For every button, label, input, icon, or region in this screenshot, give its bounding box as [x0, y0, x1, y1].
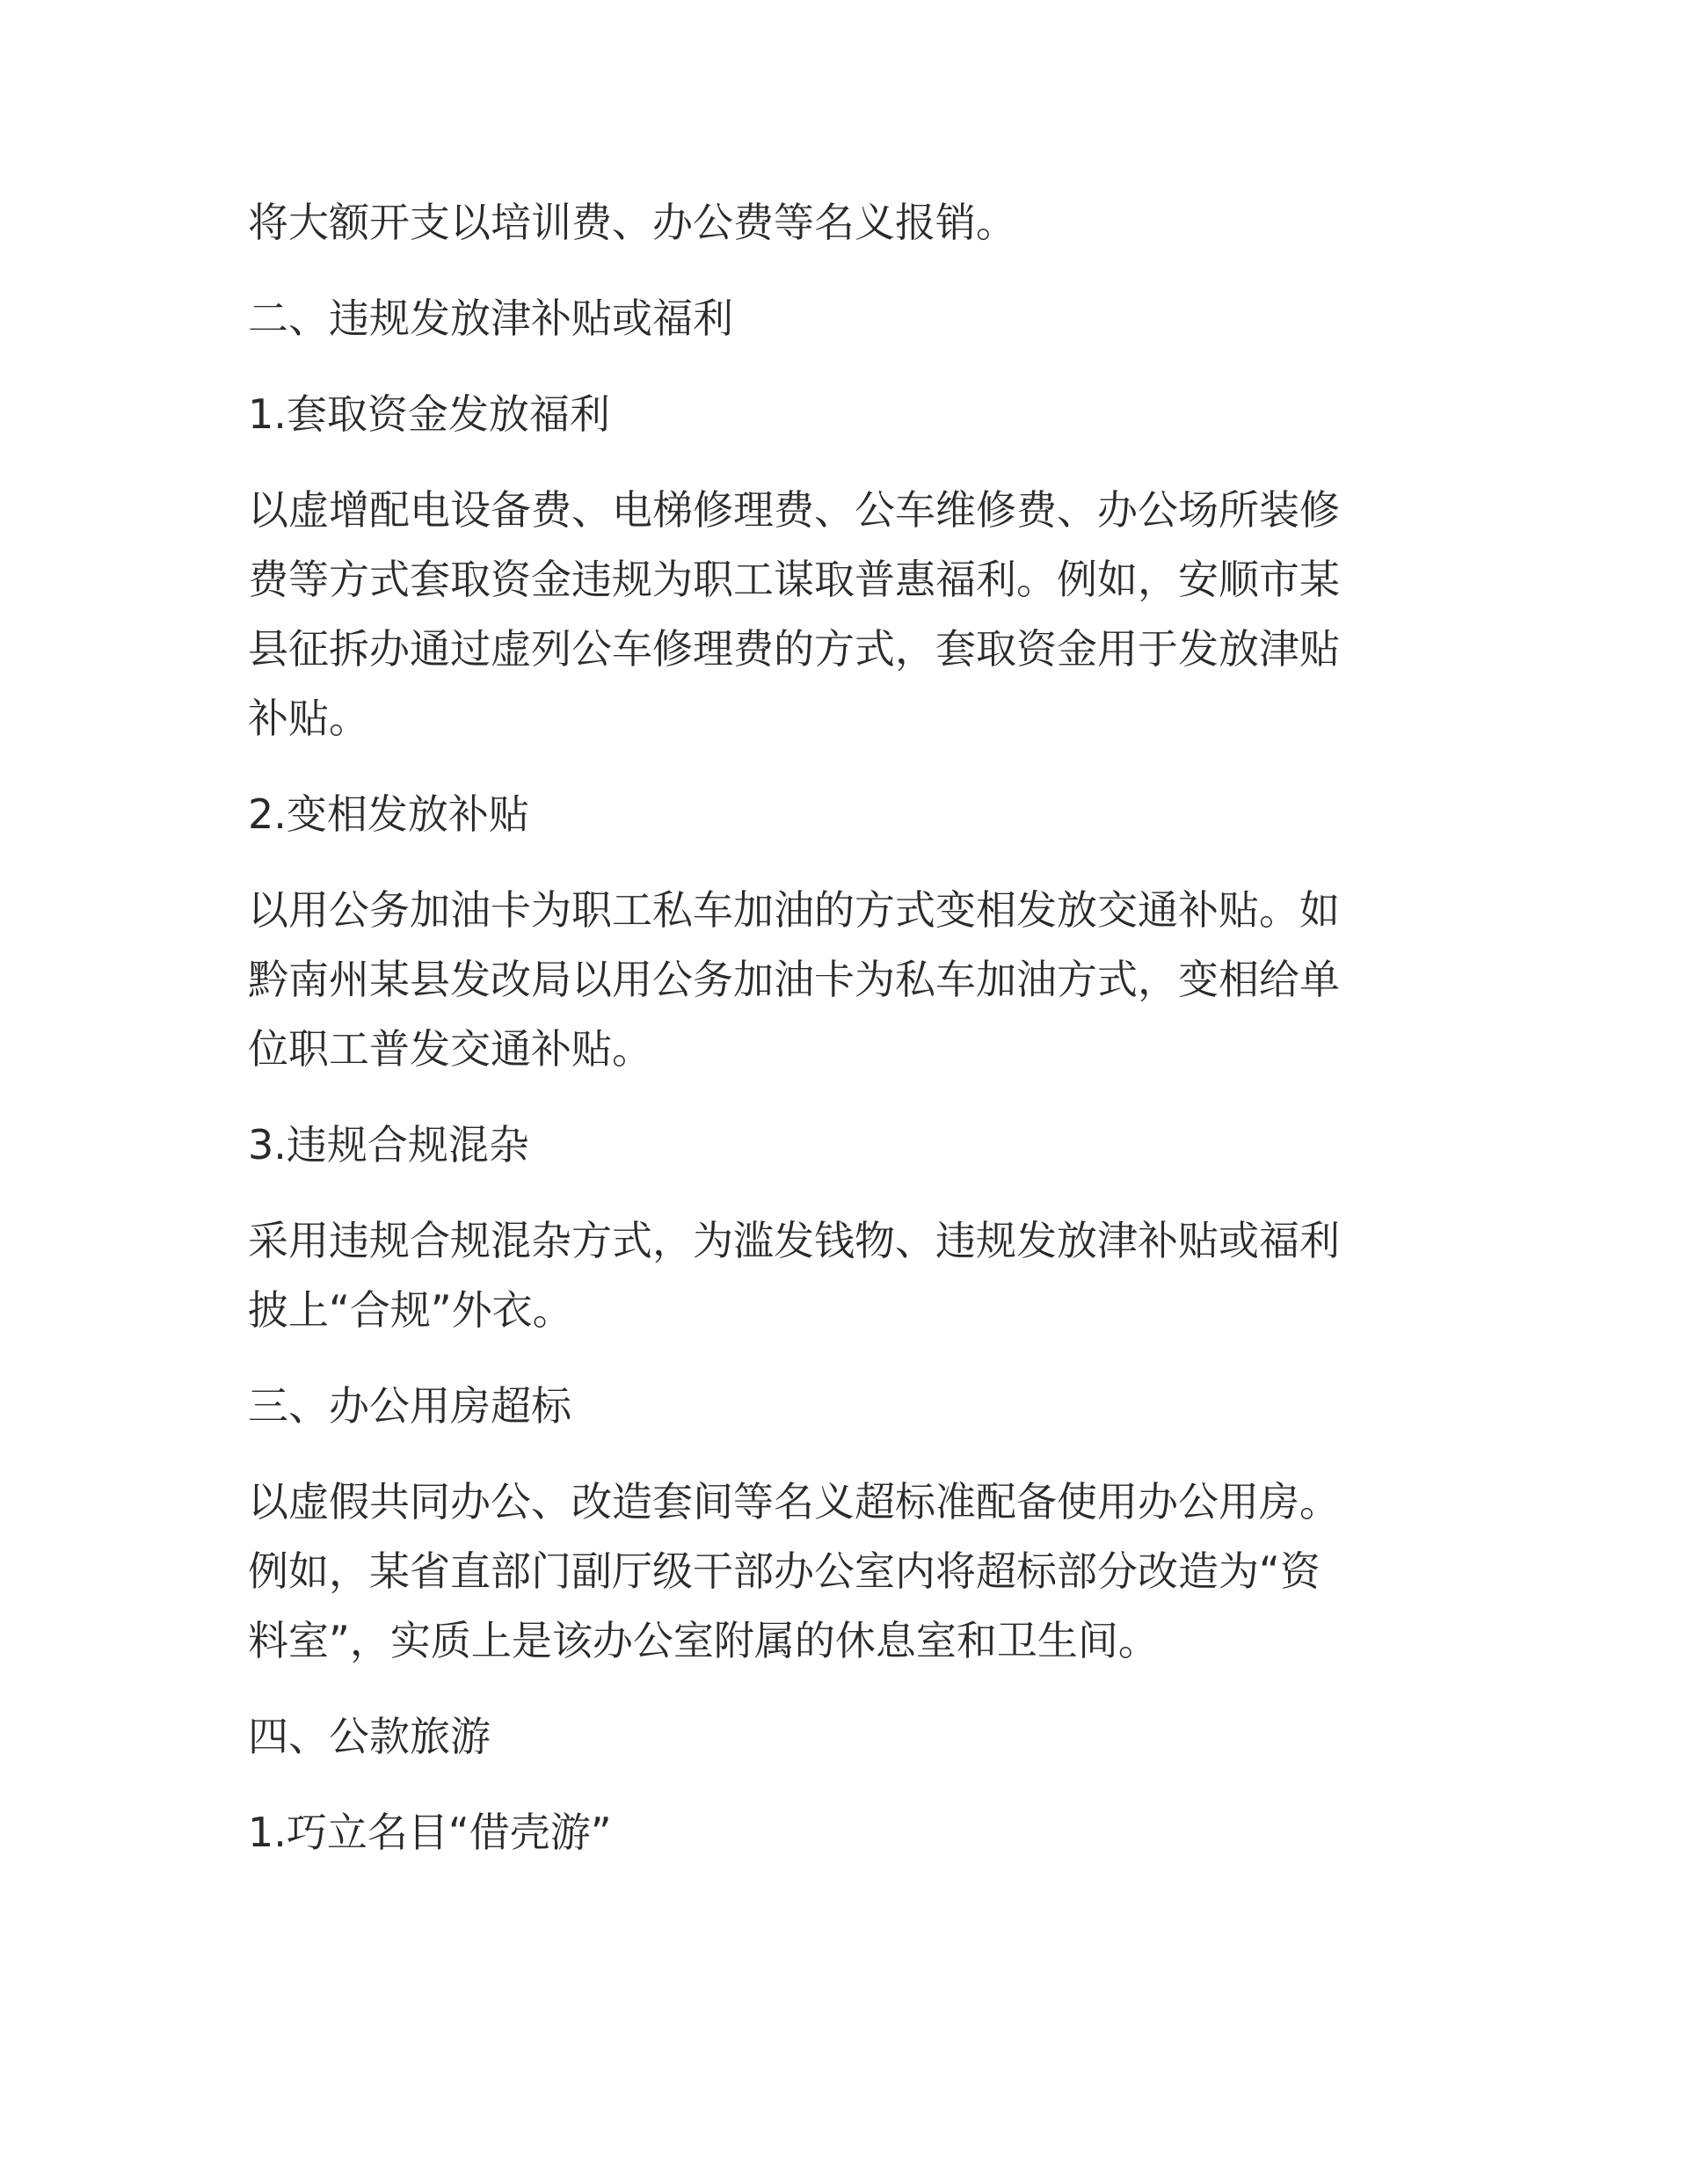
text-line: 费等方式套取资金违规为职工谋取普惠福利。例如，安顺市某: [248, 556, 1340, 603]
paragraph-2-1: [248, 476, 1444, 753]
document-body: [248, 188, 1444, 1894]
paragraph-3: [248, 1467, 1444, 1676]
text-line: 将大额开支以培训费、办公费等名义报销。: [248, 199, 1016, 246]
paragraph-intro-tail: [248, 188, 1444, 258]
section-heading-3: [248, 1372, 1444, 1441]
subheading-2-2: [248, 780, 1444, 849]
text-line: 采用违规合规混杂方式，为滥发钱物、违规发放津补贴或福利: [248, 1217, 1340, 1264]
text-line: 例如，某省直部门副厅级干部办公室内将超标部分改造为“资: [248, 1547, 1321, 1595]
text-line: 2.变相发放补贴: [248, 790, 529, 838]
text-line: 以虚假共同办公、改造套间等名义超标准配备使用办公用房。: [248, 1478, 1340, 1525]
text-line: 以虚增配电设备费、电梯修理费、公车维修费、办公场所装修: [248, 486, 1340, 534]
text-line: 黔南州某县发改局以用公务加油卡为私车加油方式，变相给单: [248, 956, 1340, 1003]
text-line: 以用公务加油卡为职工私车加油的方式变相发放交通补贴。如: [248, 886, 1340, 934]
section-heading-2: [248, 284, 1444, 353]
paragraph-2-3: [248, 1206, 1444, 1345]
section-heading-4: [248, 1702, 1444, 1772]
paragraph-2-2: [248, 876, 1444, 1084]
text-line: 县征拆办通过虚列公车修理费的方式，套取资金用于发放津贴: [248, 625, 1340, 673]
text-line: 二、违规发放津补贴或福利: [248, 295, 733, 342]
text-line: 补贴。: [248, 695, 369, 742]
text-line: 四、公款旅游: [248, 1713, 491, 1760]
text-line: 位职工普发交通补贴。: [248, 1025, 652, 1073]
text-line: 披上“合规”外衣。: [248, 1286, 573, 1334]
text-line: 料室”，实质上是该办公室附属的休息室和卫生间。: [248, 1617, 1159, 1664]
text-line: 1.套取资金发放福利: [248, 390, 610, 438]
text-line: 三、办公用房超标: [248, 1382, 571, 1430]
subheading-2-1: [248, 380, 1444, 449]
subheading-2-3: [248, 1110, 1444, 1180]
text-line: 1.巧立名目“借壳游”: [248, 1809, 612, 1856]
subheading-4-1: [248, 1798, 1444, 1867]
text-line: 3.违规合规混杂: [248, 1121, 529, 1168]
